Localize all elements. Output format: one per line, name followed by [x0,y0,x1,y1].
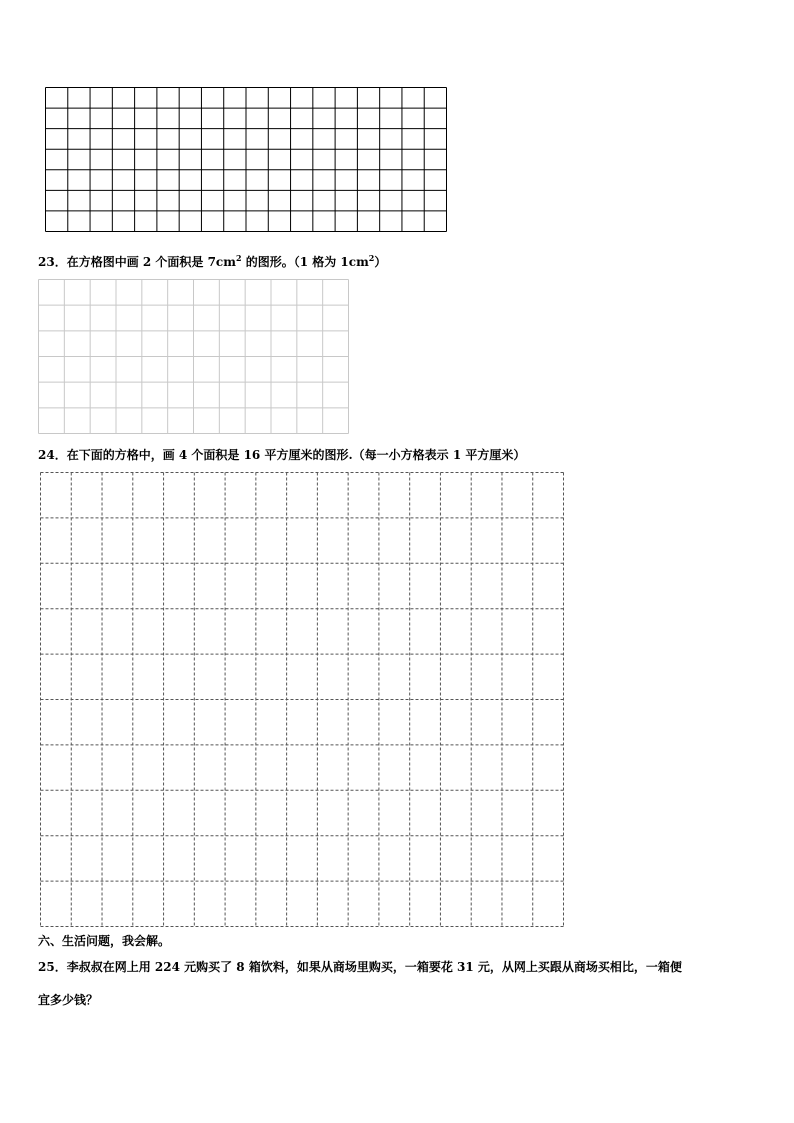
q23-superscript-a: 2 [235,253,242,263]
q24-number: 24． [38,448,67,462]
q24-answer-grid[interactable] [40,472,564,927]
q25-line-2: 宜多少钱？ [38,993,99,1007]
q25-line-1 [38,958,682,975]
q23-number: 23． [38,255,67,269]
section-6-heading: 六、生活问题，我会解。 [38,934,171,948]
q23-superscript-b: 2 [368,253,375,263]
q23-text-b: 的图形。（1 格为 1cm [241,255,369,269]
q25-text-line1: 李叔叔在网上用 224 元购买了 8 箱饮料，如果从商场里购买，一箱要花 31 元，从网上买跟从商场买相比，一箱便 [66,960,682,974]
q23-answer-grid[interactable] [38,279,349,434]
q24-text: 在下面的方格中，画 4 个面积是 16 平方厘米的图形.（每一小方格表示 1 平方厘米） [66,448,526,462]
q23-prompt [38,251,386,269]
q23-text-a: 在方格图中画 2 个面积是 7cm [66,255,236,269]
top-answer-grid [45,87,447,232]
q23-text-c: ） [374,255,387,269]
q24-prompt [38,448,525,462]
q25-number: 25． [38,960,67,974]
